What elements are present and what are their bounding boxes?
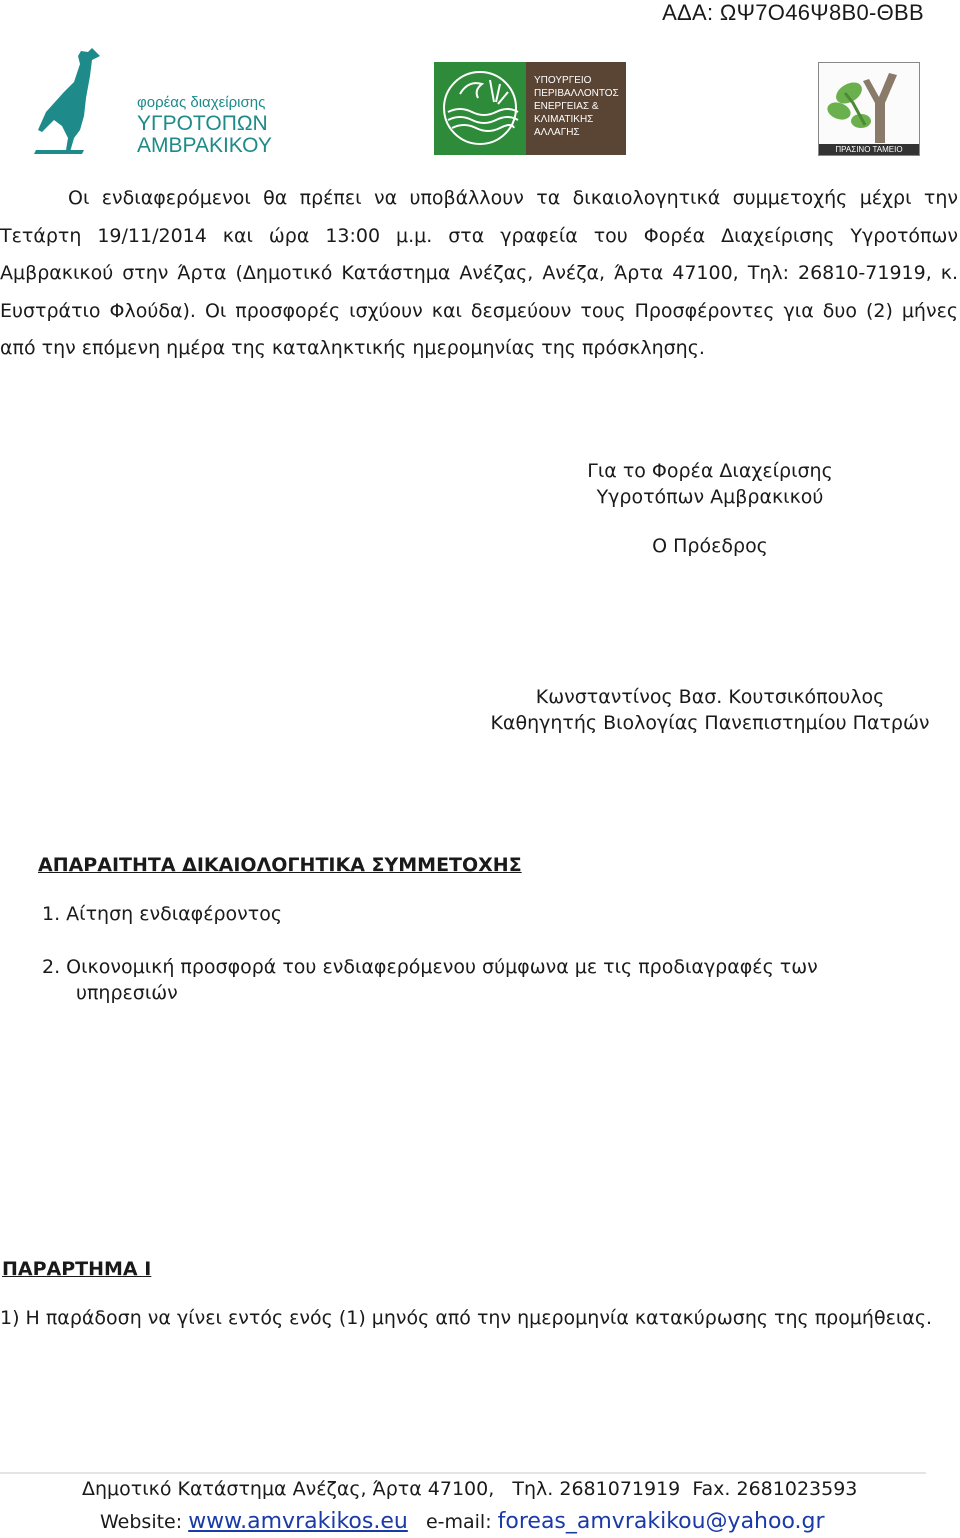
requirement-item-1: 1. Αίτηση ενδιαφέροντος [42,903,282,925]
footer-address: Δημοτικό Κατάστημα Ανέζας, Άρτα 47100, [82,1478,495,1500]
green-fund-logo [818,62,920,156]
signature-line-2: Υγροτόπων Αμβρακικού [596,486,824,508]
requirement-item-2-line-1: 2. Οικονομική προσφορά του ενδιαφερόμενου σύμφωνα με τις προδιαγραφές των [42,956,818,978]
ministry-line-1: ΥΠΟΥΡΓΕΙΟ [534,75,592,86]
ministry-line-5: ΑΛΛΑΓΗΣ [534,127,580,138]
annex-text: 1) Η παράδοση να γίνει εντός ενός (1) μηνός από την ημερομηνία κατακύρωσης της προμήθειας. [0,1307,933,1329]
ministry-emblem [434,62,526,155]
website-link[interactable]: www.amvrakikos.eu [188,1509,408,1534]
footer-fax: Fax. 2681023593 [692,1478,858,1500]
requirement-item-2 [42,954,922,1006]
ministry-line-3: ΕΝΕΡΓΕΙΑΣ & [534,101,599,112]
sun-waves-icon [434,62,526,155]
ministry-logo [434,62,626,155]
tree-icon [819,63,919,145]
footer-contact [82,1478,857,1500]
ada-code: ΑΔΑ: ΩΨ7Ο46Ψ8Β0-ΘΒΒ [662,0,924,25]
signatory-title: Καθηγητής Βιολογίας Πανεπιστημίου Πατρών [490,712,930,734]
green-fund-caption: ΠΡΑΣΙΝΟ ΤΑΜΕΙΟ [819,144,919,155]
main-paragraph-text: Οι ενδιαφερόμενοι θα πρέπει να υποβάλλουν τα δικαιολογητικά συμμετοχής μέχρι την Τετάρτη 19/11/2014 και ώρα 13:00 μ.μ. στα γραφεία του Φορέα Διαχείρισης Υγροτόπων Αμβρακικού στην Άρτα (Δημοτικό Κατάστημα Ανέζας, Ανέζα, Άρτα 47100, Τηλ: 26810-71919, κ. Ευστράτιο Φλούδα). Οι προσφορές ισχύουν και δεσμεύουν τους Προσφέροντες για δυο (2) μήνες από την επόμενη ημέρα της καταληκτικής ημερομηνίας της πρόσκλησης. [0,187,958,359]
heron-icon [34,46,134,158]
footer-website-label: Website: [100,1511,189,1533]
footer-email-label: e-mail: [425,1511,498,1533]
signatory [490,684,930,736]
logo-text-1: φορέας διαχείρισης [137,94,266,111]
ministry-line-2: ΠΕΡΙΒΑΛΛΟΝΤΟΣ [534,88,619,99]
main-paragraph [0,180,958,368]
requirement-item-2-line-2: υπηρεσιών [76,982,178,1004]
requirements-heading: ΑΠΑΡΑΙΤΗΤΑ ΔΙΚΑΙΟΛΟΓΗΤΙΚΑ ΣΥΜΜΕΤΟΧΗΣ [38,854,522,876]
signatory-name: Κωνσταντίνος Βασ. Κουτσικόπουλος [535,686,885,708]
ministry-name [526,62,626,155]
footer-web [100,1509,825,1534]
annex-heading: ΠΑΡΑΡΤΗΜΑ Ι [2,1258,152,1280]
footer-divider [0,1472,926,1474]
wetlands-logo [34,46,272,158]
signature-role: Ο Πρόεδρος [652,535,768,557]
logo-text-2: ΥΓΡΟΤΟΠΩΝ [137,112,268,135]
signature-line-1: Για το Φορέα Διαχείρισης [587,460,833,482]
signature-block-heading [490,458,930,510]
email-link[interactable]: foreas_amvrakikou@yahoo.gr [497,1509,825,1534]
ministry-line-4: ΚΛΙΜΑΤΙΚΗΣ [534,114,594,125]
logo-text-3: ΑΜΒΡΑΚΙΚΟΥ [137,134,272,157]
footer-phone: Τηλ. 2681071919 [512,1478,681,1500]
